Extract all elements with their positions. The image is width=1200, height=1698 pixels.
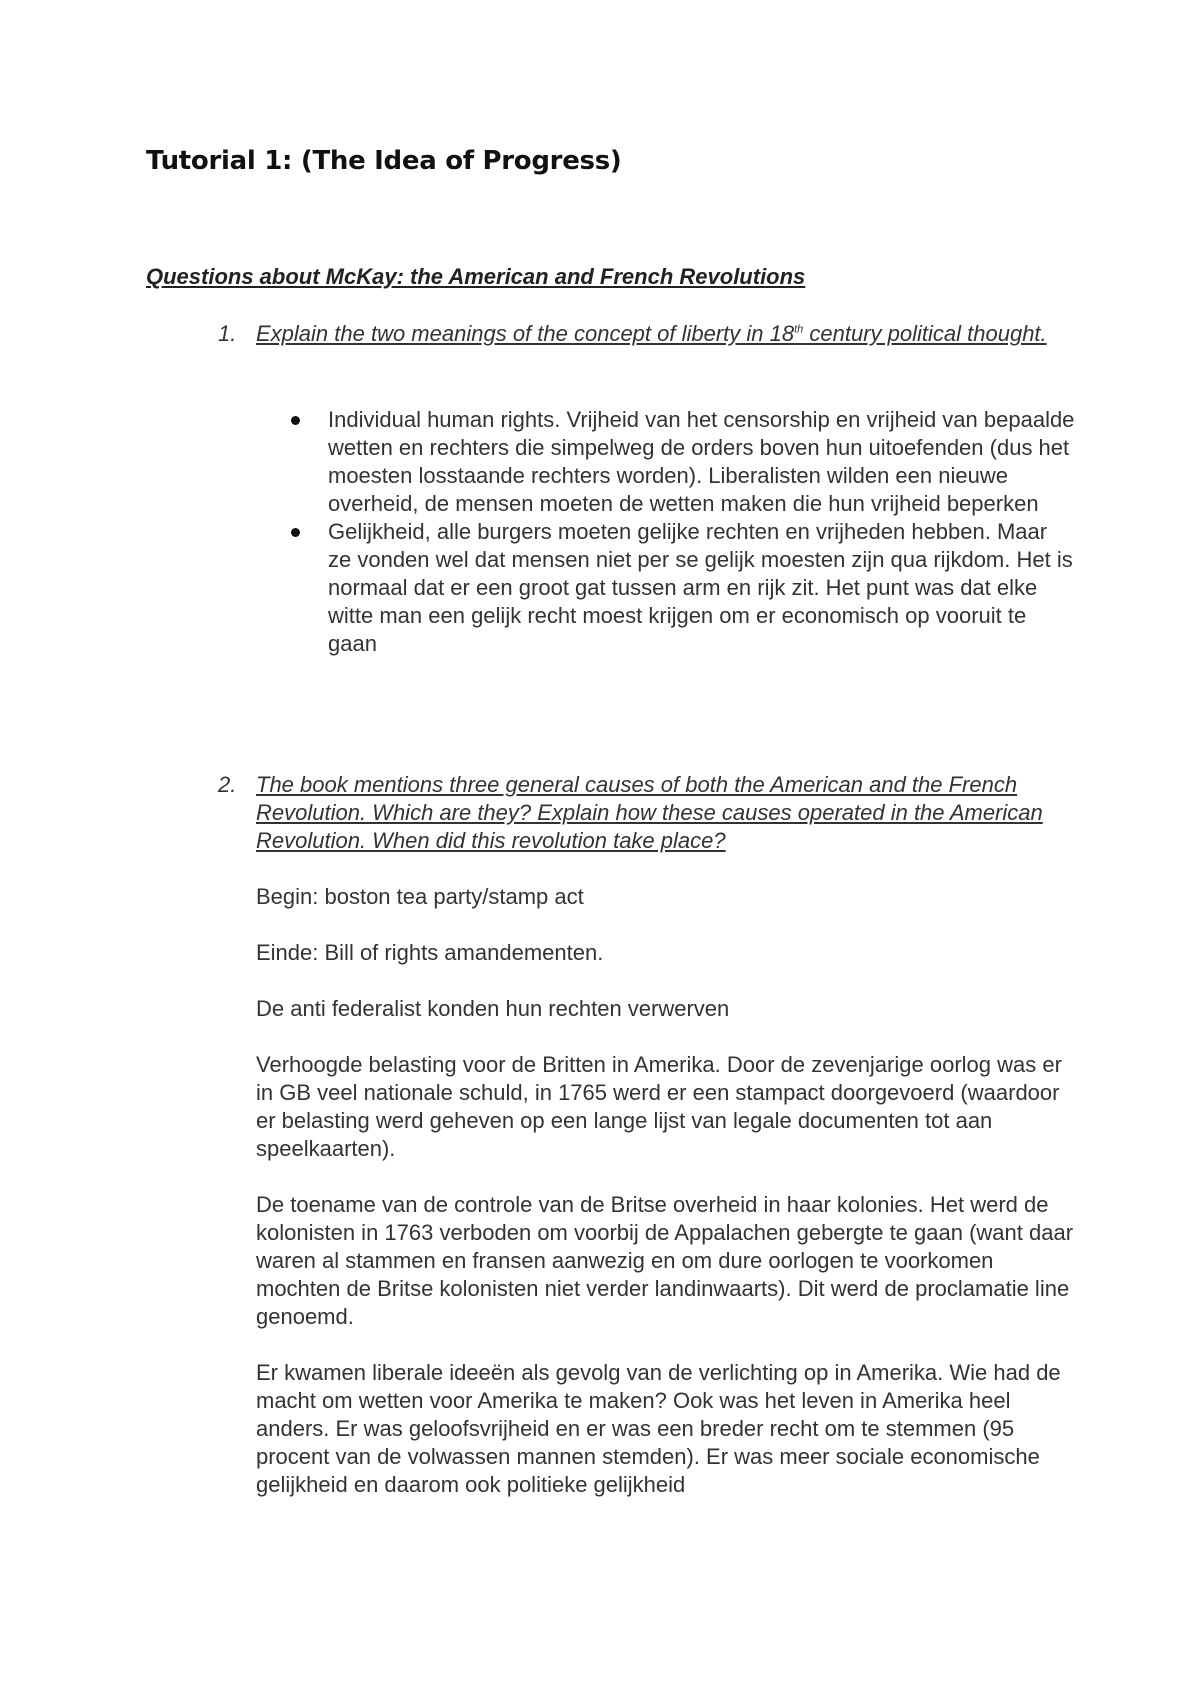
question-2: [218, 771, 1078, 855]
question-1: [218, 320, 1078, 348]
answer-paragraph: Er kwamen liberale ideeën als gevolg van de verlichting op in Amerika. Wie had de macht om wetten voor Amerika te maken? Ook was het leven in Amerika heel anders. Er was geloofsvrijheid en er was een breder recht om te stemmen (95 procent van de volwassen mannen stemden). Er was meer sociale economische gelijkheid en daarom ook politieke gelijkheid: [256, 1360, 1061, 1497]
answer-paragraph: Verhoogde belasting voor de Britten in Amerika. Door de zevenjarige oorlog was er in GB veel nationale schuld, in 1765 werd er een stampact doorgevoerd (waardoor er belasting werd geheven op een lange lijst van legale documenten tot aan speelkaarten).: [256, 1052, 1062, 1161]
bullet-text: Individual human rights. Vrijheid van het censorship en vrijheid van bepaalde wetten en rechters die simpelweg de orders boven hun uitoefenden (dus het moesten losstaande rechters worden). Liberalisten wilden een nieuwe overheid, de mensen moeten de wetten maken die hun vrijheid beperken: [328, 407, 1075, 516]
answer-paragraph: Begin: boston tea party/stamp act: [256, 884, 584, 909]
bullet-item: [256, 518, 1076, 658]
bullet-text: Gelijkheid, alle burgers moeten gelijke rechten en vrijheden hebben. Maar ze vonden wel dat mensen niet per se gelijk moesten zijn qua rijkdom. Het is normaal dat er een groot gat tussen arm en rijk zit. Het punt was dat elke witte man een gelijk recht moest krijgen om er economisch op vooruit te gaan: [328, 519, 1073, 656]
answer-paragraph: De toename van de controle van de Britse overheid in haar kolonies. Het werd de kolonisten in 1763 verboden om voorbij de Appalachen gebergte te gaan (want daar waren al stammen en fransen aanwezig en om dure oorlogen te voorkomen mochten de Britse kolonisten niet verder landinwaarts). Dit werd de proclamatie line genoemd.: [256, 1192, 1074, 1329]
bullet-item: [256, 406, 1076, 518]
question-text: [256, 320, 1078, 348]
question-number: 2.: [218, 772, 237, 797]
section-heading: Questions about McKay: the American and French Revolutions: [146, 264, 806, 289]
answer-paragraphs: [256, 883, 1076, 1527]
answer-paragraph: Einde: Bill of rights amandementen.: [256, 940, 604, 965]
bullet-icon: [291, 528, 300, 537]
superscript: th: [794, 323, 804, 336]
bullet-icon: [291, 416, 300, 425]
question-text-part: Explain the two meanings of the concept of liberty in 18: [256, 321, 795, 346]
question-number: 1.: [218, 321, 237, 346]
question-text: The book mentions three general causes of both the American and the French Revolution. Which are they? Explain how these causes operated in the American Revolution. When did this revolution take place?: [256, 772, 1043, 853]
answer-bullet-list: [256, 406, 1076, 658]
page-title: Tutorial 1: (The Idea of Progress): [146, 146, 622, 176]
question-text-part: century political thought.: [803, 321, 1047, 346]
answer-paragraph: De anti federalist konden hun rechten verwerven: [256, 996, 730, 1021]
